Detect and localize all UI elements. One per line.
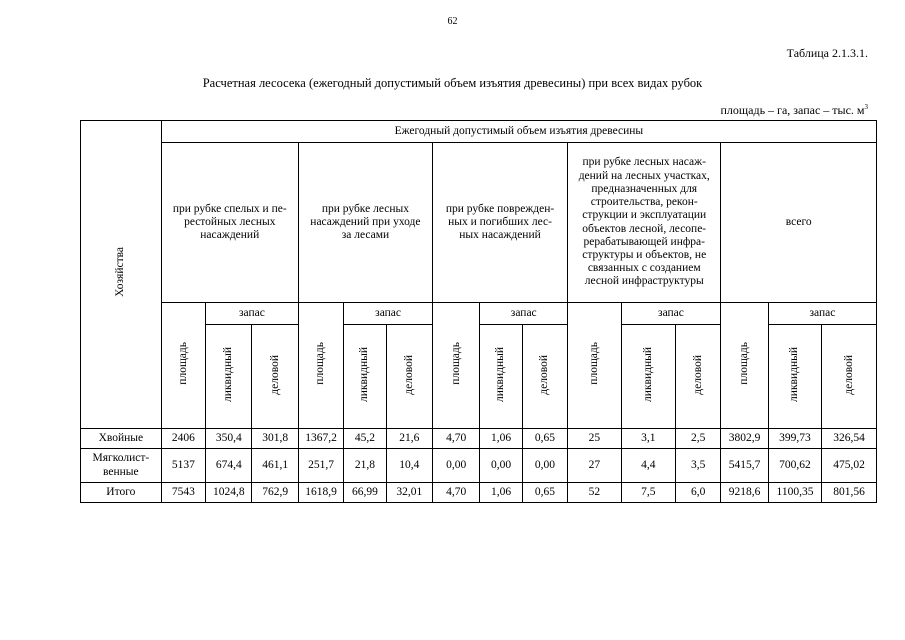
value-cell: 5415,7 [721, 449, 768, 483]
value-cell: 3802,9 [721, 429, 768, 449]
group-header-1: при рубке спелых и пе- рестойных лесных насаждений [161, 143, 298, 303]
value-cell: 1,06 [480, 483, 522, 503]
value-cell: 1100,35 [768, 483, 821, 503]
area-header [568, 303, 621, 429]
value-cell: 2406 [161, 429, 205, 449]
business-header-label: деловой [268, 354, 281, 395]
group-header-3: при рубке поврежден- ных и погибших лес- ных насаждений [432, 143, 567, 303]
units-note [720, 103, 868, 118]
value-cell: 4,70 [432, 429, 479, 449]
value-cell: 5137 [161, 449, 205, 483]
value-cell: 9218,6 [721, 483, 768, 503]
value-cell: 7,5 [621, 483, 675, 503]
liquid-header [344, 325, 386, 429]
value-cell: 3,1 [621, 429, 675, 449]
liquid-header [480, 325, 522, 429]
group-header-4: при рубке лесных насаж- дений на лесных участках, предназначенных для строительства, рекон- струкции и эксплуатации объектов лесной, лесопе- рерабатывающей инфра- структуры и объектов, не связанных с созданием лесной инфраструктуры [568, 143, 721, 303]
value-cell: 32,01 [386, 483, 432, 503]
area-header [721, 303, 768, 429]
row-label: Мягколист- венные [81, 449, 162, 483]
business-header [522, 325, 567, 429]
stock-header: запас [480, 303, 568, 325]
liquid-header-label: ликвидный [222, 346, 235, 402]
stock-header: запас [206, 303, 299, 325]
value-cell: 25 [568, 429, 621, 449]
area-header [432, 303, 479, 429]
business-header-label: деловой [538, 354, 551, 395]
value-cell: 66,99 [344, 483, 386, 503]
main-header: Ежегодный допустимый объем изъятия древесины [161, 121, 876, 143]
business-header [822, 325, 877, 429]
liquid-header [621, 325, 675, 429]
value-cell: 3,5 [676, 449, 721, 483]
business-header-label: деловой [842, 354, 855, 395]
value-cell: 0,00 [432, 449, 479, 483]
value-cell: 301,8 [252, 429, 298, 449]
row-label: Хвойные [81, 429, 162, 449]
group-header-2: при рубке лесных насаждений при уходе за лесами [298, 143, 432, 303]
table-label: Таблица 2.1.3.1. [786, 46, 868, 60]
rowhead-cell [81, 121, 162, 429]
document-title: Расчетная лесосека (ежегодный допустимый объем изъятия древесины) при всех видах рубок [202, 76, 703, 90]
header-row-stock [81, 303, 877, 325]
value-cell: 0,65 [522, 429, 567, 449]
stock-header: запас [768, 303, 876, 325]
liquid-header [768, 325, 821, 429]
value-cell: 0,00 [480, 449, 522, 483]
table-row [81, 483, 877, 503]
value-cell: 1618,9 [298, 483, 343, 503]
value-cell: 475,02 [822, 449, 877, 483]
area-header-label: площадь [587, 342, 600, 385]
row-label: Итого [81, 483, 162, 503]
value-cell: 1024,8 [206, 483, 252, 503]
area-header-label: площадь [176, 342, 189, 385]
rowhead-label: Хозяйства [114, 247, 127, 298]
value-cell: 674,4 [206, 449, 252, 483]
business-header [676, 325, 721, 429]
page-number: 62 [447, 16, 458, 27]
value-cell: 4,4 [621, 449, 675, 483]
stock-header: запас [621, 303, 721, 325]
value-cell: 52 [568, 483, 621, 503]
liquid-header-label: ликвидный [641, 346, 654, 402]
value-cell: 7543 [161, 483, 205, 503]
units-superscript: 3 [864, 103, 868, 111]
value-cell: 399,73 [768, 429, 821, 449]
value-cell: 27 [568, 449, 621, 483]
value-cell: 1367,2 [298, 429, 343, 449]
liquid-header-label: ликвидный [494, 346, 507, 402]
table-body [81, 429, 877, 503]
area-header-label: площадь [737, 342, 750, 385]
value-cell: 45,2 [344, 429, 386, 449]
table-row [81, 429, 877, 449]
units-text: площадь – га, запас – тыс. м [720, 103, 865, 117]
value-cell: 6,0 [676, 483, 721, 503]
header-row-groups [81, 143, 877, 303]
value-cell: 700,62 [768, 449, 821, 483]
business-header-label: деловой [691, 354, 704, 395]
value-cell: 0,65 [522, 483, 567, 503]
business-header [252, 325, 298, 429]
stock-header: запас [344, 303, 433, 325]
business-header [386, 325, 432, 429]
header-row-main [81, 121, 877, 143]
value-cell: 1,06 [480, 429, 522, 449]
value-cell: 326,54 [822, 429, 877, 449]
area-header-label: площадь [314, 342, 327, 385]
liquid-header-label: ликвидный [358, 346, 371, 402]
value-cell: 461,1 [252, 449, 298, 483]
area-header [298, 303, 343, 429]
table-row [81, 449, 877, 483]
value-cell: 21,6 [386, 429, 432, 449]
harvest-table [80, 120, 877, 503]
value-cell: 801,56 [822, 483, 877, 503]
value-cell: 762,9 [252, 483, 298, 503]
business-header-label: деловой [402, 354, 415, 395]
value-cell: 4,70 [432, 483, 479, 503]
value-cell: 0,00 [522, 449, 567, 483]
value-cell: 350,4 [206, 429, 252, 449]
value-cell: 2,5 [676, 429, 721, 449]
value-cell: 21,8 [344, 449, 386, 483]
liquid-header-label: ликвидный [788, 346, 801, 402]
area-header [161, 303, 205, 429]
liquid-header [206, 325, 252, 429]
value-cell: 10,4 [386, 449, 432, 483]
group-header-5: всего [721, 143, 877, 303]
area-header-label: площадь [449, 342, 462, 385]
value-cell: 251,7 [298, 449, 343, 483]
